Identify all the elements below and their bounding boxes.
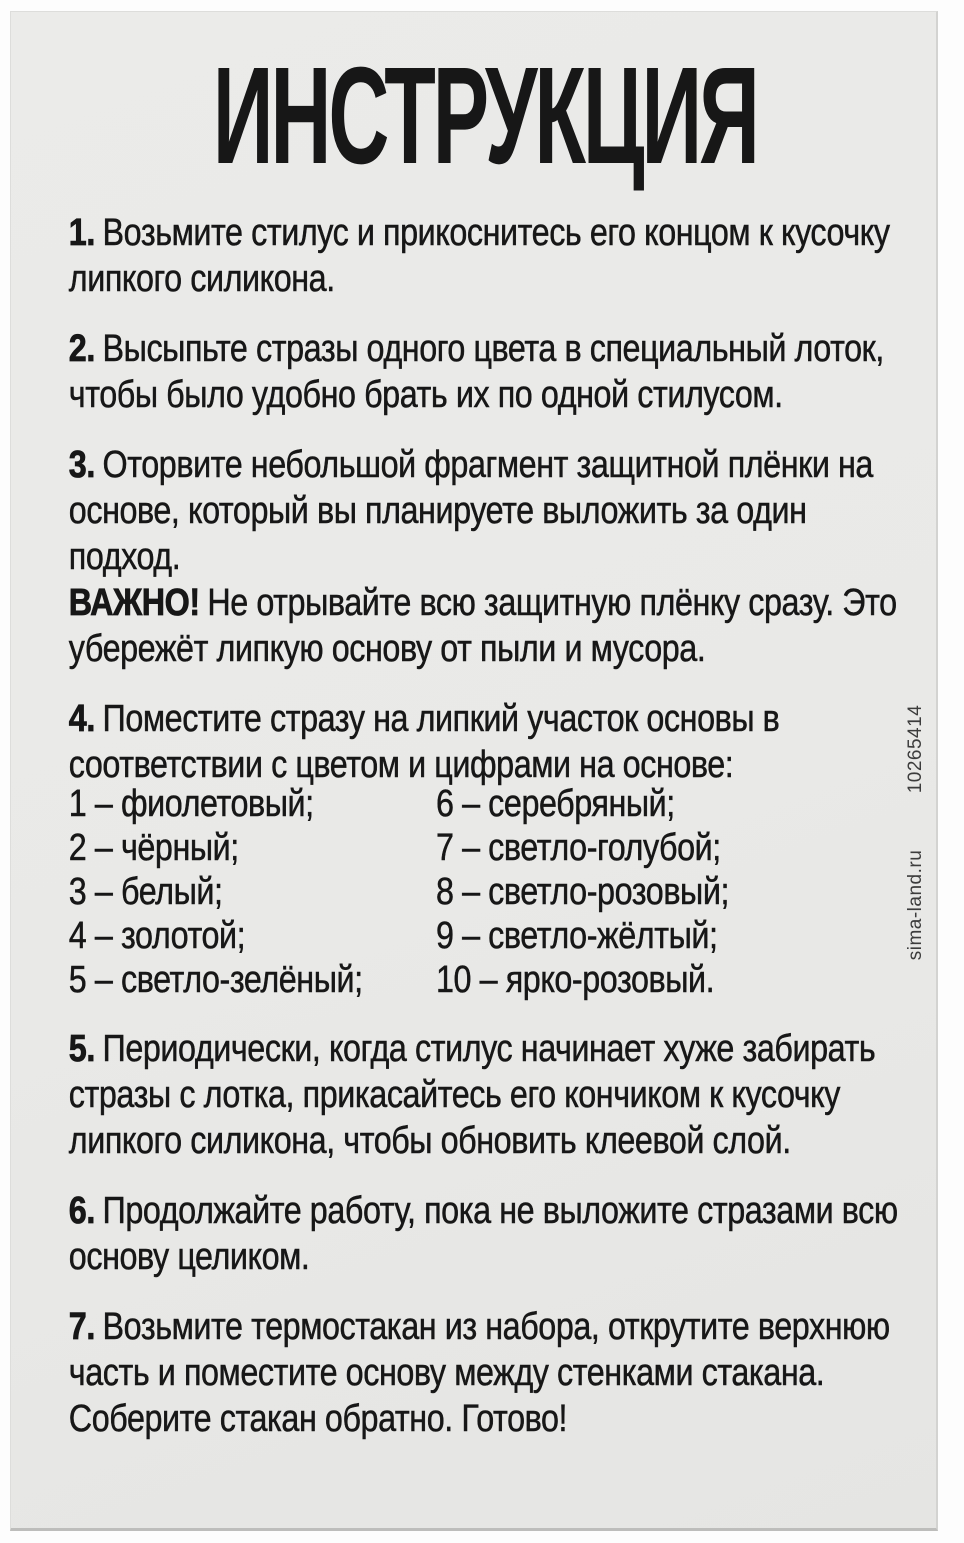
- step-1: [69, 210, 901, 302]
- step-5-number: 5.: [68, 1028, 95, 1070]
- step-1-text: Возьмите стилус и прикоснитесь его концом к кусочку липкого силикона.: [68, 212, 890, 300]
- color-legend-item: 10 – ярко-розовый.: [436, 959, 715, 1001]
- step-7: [69, 1304, 901, 1442]
- step-3-number: 3.: [68, 444, 95, 486]
- step-1-number: 1.: [68, 212, 95, 254]
- color-legend-right-column: [436, 782, 901, 1002]
- color-legend-item: 5 – светло-зелёный;: [68, 959, 363, 1001]
- color-legend-left-column: [69, 782, 436, 1002]
- step-6: [69, 1188, 901, 1280]
- step-5: [69, 1026, 901, 1164]
- important-note: [69, 580, 901, 672]
- product-code-vertical: 10265414: [905, 704, 926, 794]
- important-text: Не отрывайте всю защитную плёнку сразу. Это убережёт липкую основу от пыли и мусора.: [68, 582, 897, 670]
- color-legend-item: 8 – светло-розовый;: [436, 871, 730, 913]
- step-4: [69, 696, 901, 788]
- step-7-text: Возьмите термостакан из набора, открутите верхнюю часть и поместите основу между стенками стакана. Соберите стакан обратно. Готово!: [68, 1306, 890, 1440]
- step-2-text: Высыпьте стразы одного цвета в специальный лоток, чтобы было удобно брать их по одной стилусом.: [68, 328, 884, 416]
- color-legend-item: 3 – белый;: [68, 871, 223, 913]
- color-legend-item: 2 – чёрный;: [68, 827, 239, 869]
- color-legend-item: 9 – светло-жёлтый;: [436, 915, 718, 957]
- page-title-text: ИНСТРУКЦИЯ: [212, 39, 757, 193]
- page-title: [69, 39, 901, 193]
- color-legend-item: 4 – золотой;: [68, 915, 246, 957]
- site-url-vertical: sima-land.ru: [905, 849, 926, 961]
- step-6-number: 6.: [68, 1190, 95, 1232]
- step-4-number: 4.: [68, 698, 95, 740]
- step-3-text: Оторвите небольшой фрагмент защитной плёнки на основе, который вы планируете выложить за один подход.: [68, 444, 873, 578]
- step-7-number: 7.: [68, 1306, 95, 1348]
- color-legend-item: 1 – фиолетовый;: [68, 783, 314, 825]
- color-legend-item: 6 – серебряный;: [436, 783, 675, 825]
- step-6-text: Продолжайте работу, пока не выложите стразами всю основу целиком.: [68, 1190, 898, 1278]
- step-2: [69, 326, 901, 418]
- instruction-card: [10, 11, 938, 1531]
- step-5-text: Периодически, когда стилус начинает хуже забирать стразы с лотка, прикасайтесь его кончиком к кусочку липкого силикона, чтобы обновить клеевой слой.: [68, 1028, 876, 1162]
- instruction-text-block: [11, 12, 964, 1466]
- color-legend-item: 7 – светло-голубой;: [436, 827, 721, 869]
- step-4-text: Поместите стразу на липкий участок основы в соответствии с цветом и цифрами на основе:: [68, 698, 780, 786]
- step-3: [69, 442, 901, 580]
- important-label: ВАЖНО!: [68, 582, 200, 624]
- step-2-number: 2.: [68, 328, 95, 370]
- color-legend: [69, 782, 901, 1002]
